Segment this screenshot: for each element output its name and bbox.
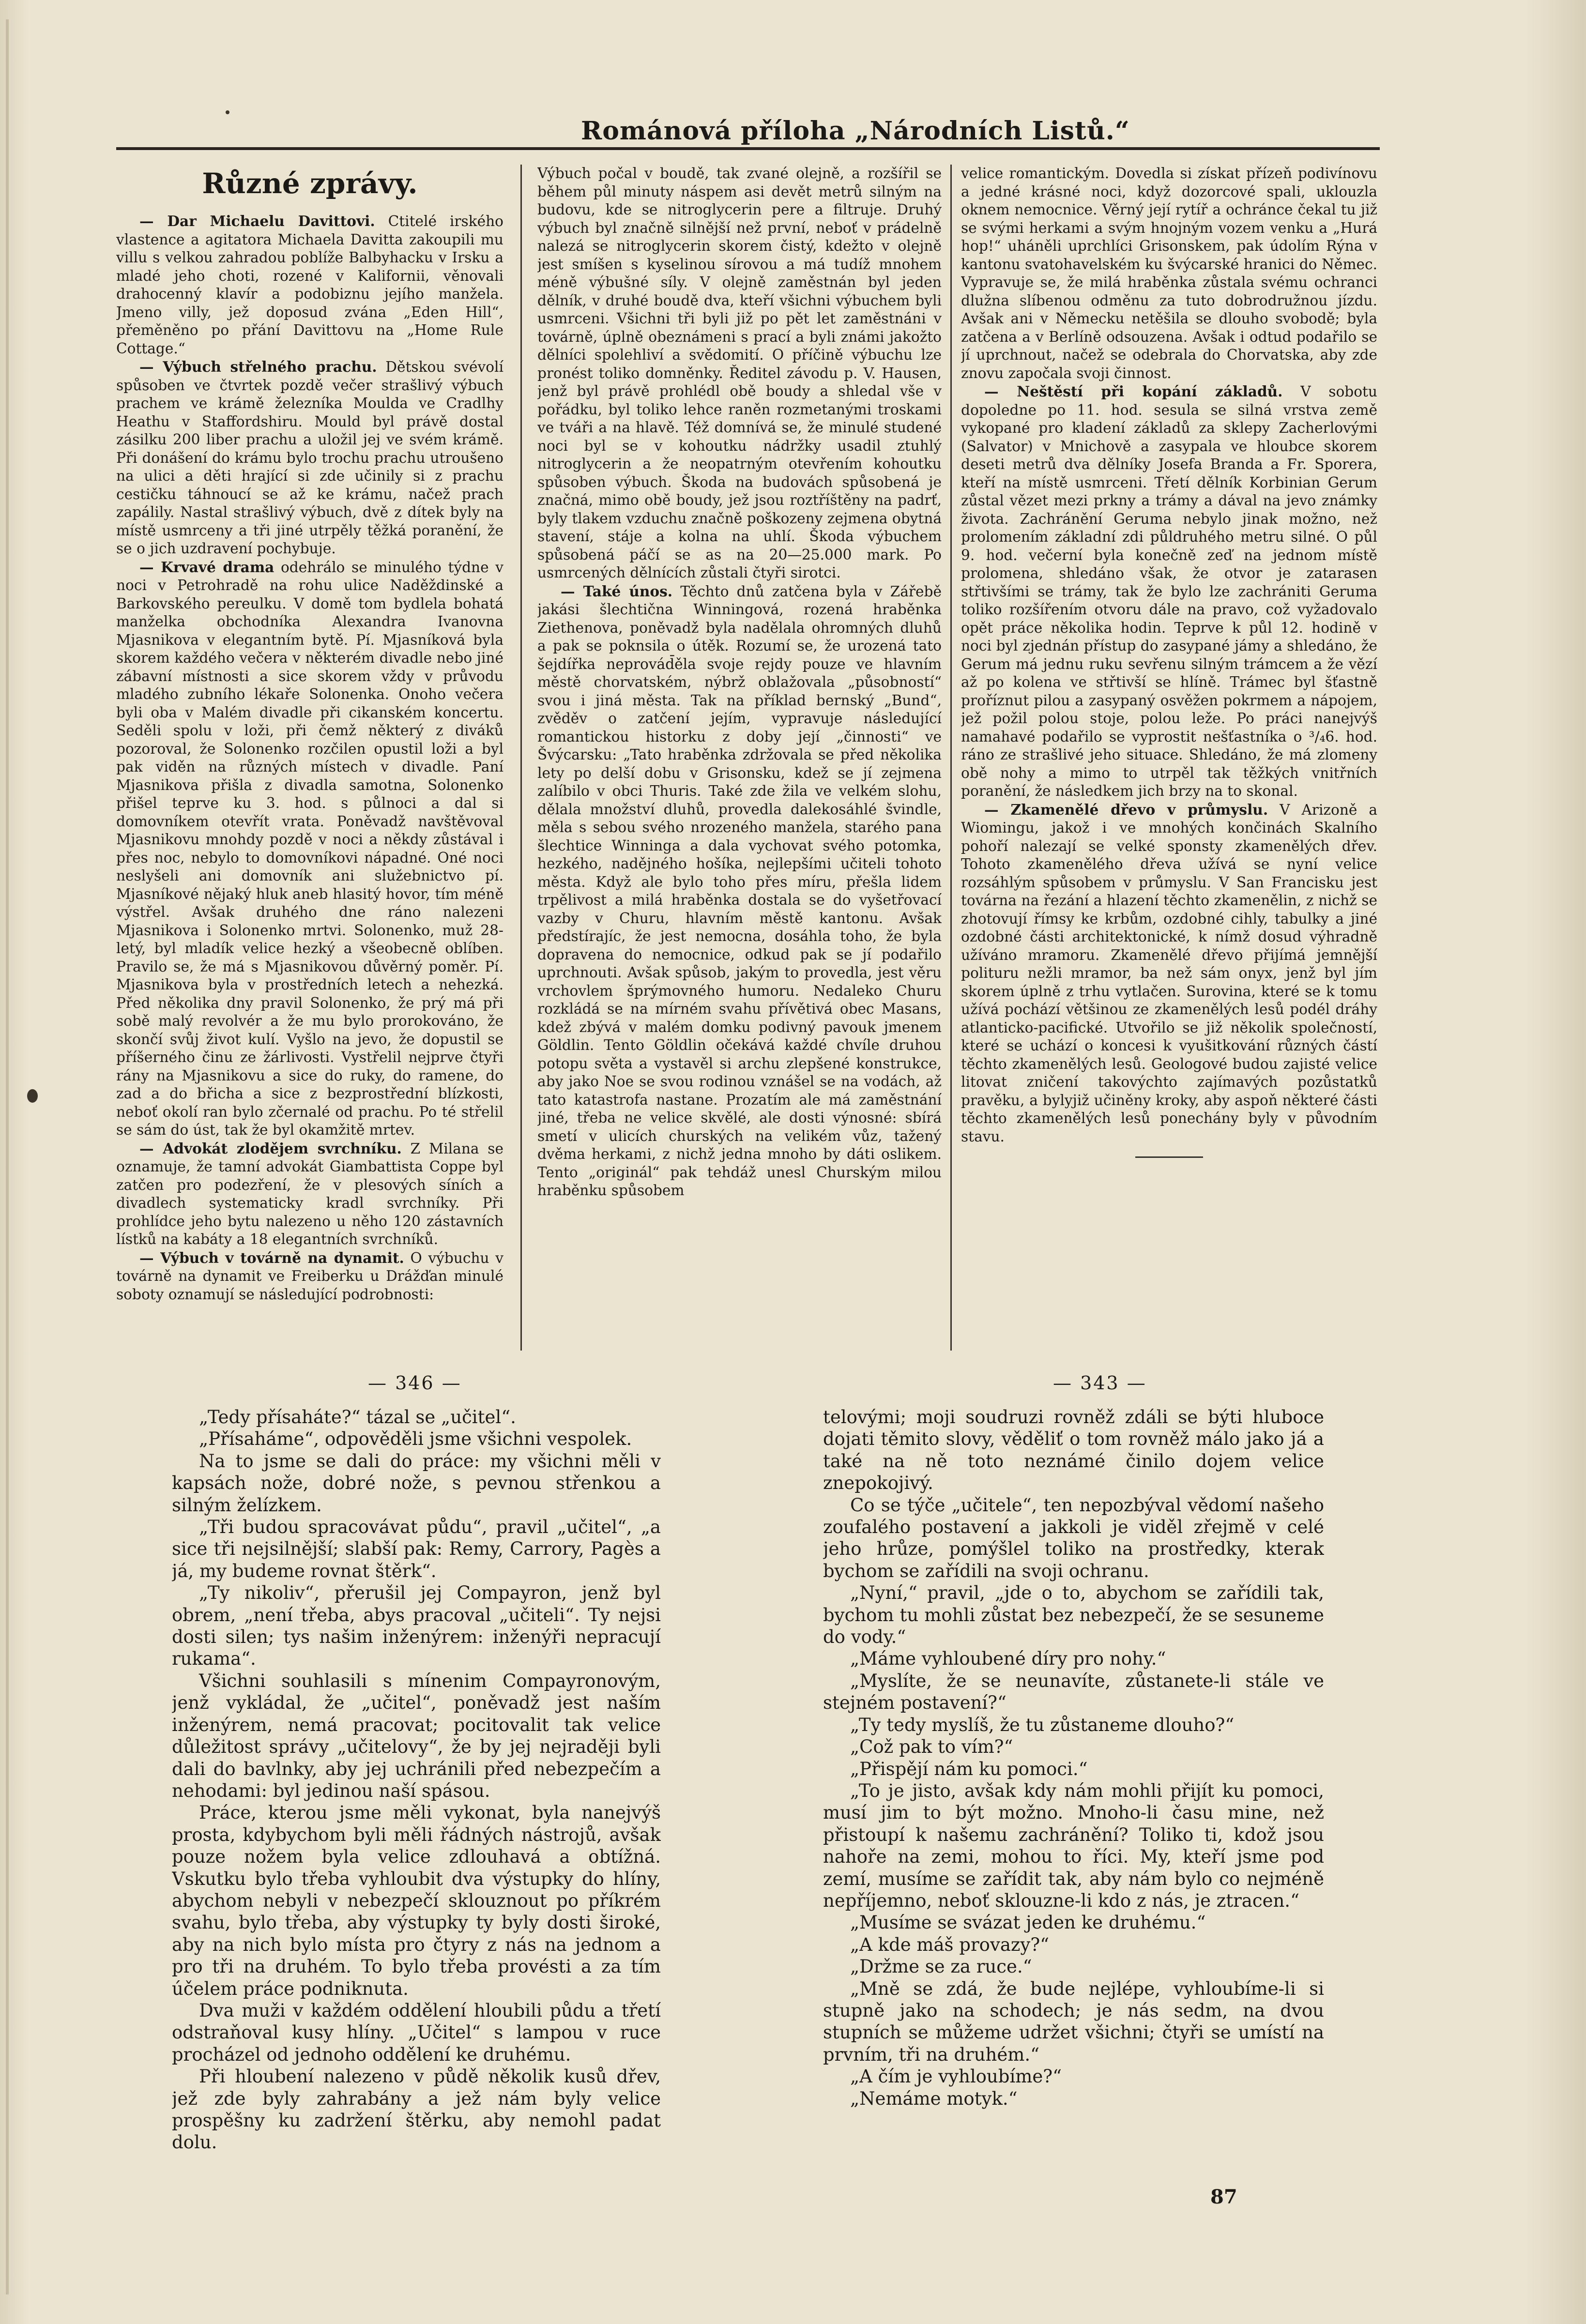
- news-item-text: velice romantickým. Dovedla si získat přízeň podivínovu a jedné krásné noci, když dozorcové spali, uklouzla oknem nemocnice. Věrný její rytíř a ochránce čekal tu již se svými herkami a svým hnojným vozem venku a „Hurá hop!“ uháněli uprchlíci Grisonskem, pak údolím Rýna v kantonu svatohavelském ku švýcarské hranici do Němec. Vypravuje se, že milá hraběnka zůstala svému ochranci dlužna slíbenou odměnu za tuto dobrodružnou jízdu. Avšak ani v Německu netěšila se dlouho svobodě; byla zatčena a v Berlíně odsouzena. Avšak i odtud podařilo se jí uprchnout, načež se odebrala do Chorvatska, aby zde znovu započala svoji činnost.: [961, 165, 1377, 381]
- header-rule: [116, 147, 1380, 150]
- story-paragraph: „Přísaháme“, odpověděli jsme všichni vespolek.: [199, 1428, 632, 1450]
- column-1: [116, 165, 503, 1351]
- story-paragraph: „Máme vyhloubené díry pro nohy.“: [850, 1648, 1166, 1670]
- news-item: [961, 801, 1377, 1146]
- story-right-column: [823, 1406, 1324, 2200]
- ink-spot: [226, 110, 229, 114]
- story-paragraph: „Nemáme motyk.“: [850, 2088, 1018, 2109]
- news-item-heading: — Advokát zlodějem svrchníku.: [139, 1139, 402, 1157]
- binding-edge: [6, 19, 9, 2294]
- news-item-heading: — Neštěstí při kopání základů.: [984, 383, 1283, 400]
- news-item: [961, 165, 1377, 382]
- news-item-heading: — Výbuch v továrně na dynamit.: [139, 1249, 404, 1266]
- story-paragraph: „Přispějí nám ku pomoci.“: [850, 1758, 1088, 1779]
- column-3: [961, 165, 1377, 1351]
- story-paragraph: Dva muži v každém oddělení hloubili půdu a třetí odstraňoval kusy hlíny. „Učitel“ s lampou v ruce procházel od jednoho oddělení ke druhému.: [172, 2000, 661, 2065]
- news-item-heading: — Krvavé drama: [139, 558, 274, 576]
- story-paragraph: „Ty nikoliv“, přerušil jej Compayron, jenž byl obrem, „není třeba, abys pracoval „učiteli“. Ty nejsi dosti silen; tys našim inženýrem: inženýři nepracují rukama“.: [172, 1582, 661, 1670]
- news-item: [537, 165, 942, 582]
- story-paragraph: Na to jsme se dali do práce: my všichni měli v kapsách nože, dobré nože, s pevnou střenkou a silným želízkem.: [172, 1450, 661, 1516]
- news-item-text: odehrálo se minulého týdne v noci v Petrohradě na rohu ulice Naděždinské a Barkovského pereulku. V domě tom bydlela bohatá manželka obchodníka Alexandra Ivanovna Mjasnikova v elegantním bytě. Pí. Mjasníková byla skorem každého večera v některém divadle nebo jiné zábavní místnosti a sice skorem vždy v průvodu mladého zubního lékaře Solonenka. Onoho večera byli oba v Malém divadle při cikanském koncertu. Seděli spolu v loži, při čemž některý z diváků pozoroval, že Solonenko rozčilen opustil loži a byl pak viděn na různých místech v divadle. Paní Mjasnikova přišla z divadla samotna, Solonenko přišel teprve ku 3. hod. s půlnoci a dal si domovníkem otevřít vrata. Poněvadž navštěvoval Mjasnikovu mnohdy pozdě v noci a někdy zůstával i přes noc, nebylo to domovníkovi nápadné. Oné noci neslyšeli ani domovník ani služebnictvo pí. Mjasníkové nějaký hluk aneb hlasitý hovor, tím méně výstřel. Avšak druhého dne ráno nalezeni Mjasnikova i Solonenko mrtvi. Solonenko, muž 28-letý, byl mladík velice hezký a všeobecně oblíben. Pravilo se, že má s Mjasnikovou důvěrný poměr. Pí. Mjasnikova byla v prostředních letech a nehezká. Před několika dny pravil Solonenko, že prý má při sobě malý revolvér a že mu bylo prorokováno, že skončí svůj život kulí. Vyšlo na jevo, že dopustil se příšerného činu ze žárlivosti. Vystřelil nejprve čtyři rány na Mjasnikovu a sice do ruky, do ramene, do zad a do břicha a sice z bezprostřední blízkosti, neboť okolí ran bylo zčernalé od prachu. Po té střelil se sám do úst, tak že byl okamžitě mrtev.: [116, 559, 503, 1138]
- story-paragraph: Práce, kterou jsme měli vykonat, byla nanejvýš prosta, kdybychom byli měli řádných nástrojů, avšak pouze nožem byla velice zdlouhavá a obtížná. Vskutku bylo třeba vyhloubit dva výstupky do hlíny, abychom nebyli v nebezpečí sklouznout po příkrém svahu, bylo třeba, aby výstupky ty byly dosti široké, aby na nich bylo místa pro čtyry z nás na jednom a pro tři na druhém. To bylo třeba provésti a za tím účelem práce podniknuta.: [172, 1802, 661, 1999]
- story-paragraph: „Což pak to vím?“: [850, 1736, 1013, 1758]
- column-1-items: [116, 212, 503, 1304]
- story-paragraph: „Tři budou spracovávat půdu“, pravil „učitel“, „a sice tři nejsilnější; slabší pak: Remy, Carrory, Pagès a já, my budeme rovnat štěrk“.: [172, 1517, 661, 1581]
- page-number-right: — 343 —: [1053, 1372, 1147, 1394]
- story-paragraph: Co se týče „učitele“, ten nepozbýval vědomí našeho zoufalého postavení a jakkoli je viděl zřejmě v celé jeho hrůze, pomýšlel toliko na prostředky, kterak bychom se zařídili na svoji ochranu.: [823, 1494, 1324, 1581]
- news-item: [116, 1139, 503, 1249]
- story-paragraph: „To je jisto, avšak kdy nám mohli přijít ku pomoci, musí jim to být možno. Mnoho-li času mine, než přistoupí k našemu zachránění? Toliko ti, kdož jsou nahoře na zemi, mohou to říci. My, kteří jsme pod zemí, musíme se zařídit tak, aby nám bylo co nejméně nepříjemno, neboť sklouzne-li kdo z nás, je ztracen.“: [823, 1780, 1324, 1911]
- story-paragraph: „Musíme se svázat jeden ke druhému.“: [850, 1912, 1206, 1933]
- story-left-column: [172, 1406, 661, 2200]
- news-item-heading: — Také únos.: [561, 582, 673, 600]
- news-item-text: O výbuchu v továrně na dynamit ve Freiberku u Drážďan minulé soboty oznamují se následující podrobnosti:: [116, 1249, 503, 1303]
- news-item-text: Ctitelé irského vlastence a agitatora Michaela Davitta zakoupili mu villu s velkou zahradou poblíže Balbyhacku v Irsku a mladé jeho choti, rozené v Kalifornii, věnovali drahocenný klavír a podobiznu jejího manžela. Jmeno villy, jež doposud zvána „Eden Hill“, přeměněno po přání Davittovu na „Home Rule Cottage.“: [116, 213, 503, 357]
- news-item-text: Výbuch počal v boudě, tak zvané olejně, a rozšířil se během půl minuty náspem asi devět metrů silným na budovu, kde se nitroglycerin pere a filtruje. Druhý výbuch byl značně silnější než první, neboť v prádelně nalezá se nitroglycerin skorem čistý, kdežto v olejně jest smíšen s kyselinou sírovou a má tudíž mnohem méně výbušné síly. V olejně zaměstnán byl jeden dělník, v druhé boudě dva, kteří všichni výbuchem byli usmrceni. Všichni tři byli již po pět let zaměstnáni v továrně, úplně obeznámeni s prací a byli známi jakožto dělníci spolehliví a svědomití. O příčině výbuchu lze pronést toliko domněnky. Ředitel závodu p. V. Hausen, jenž byl právě prohlédl obě boudy a shledal vše v pořádku, byl toliko lehce raněn rozmetanými troskami ve tváři a na hlavě. Též domnívá se, že minulé studené noci byl se v kohoutku nádržky usadil ztuhlý nitroglycerin a že neopatrným otevřením kohoutku spůsoben výbuch. Škoda na budovách spůsobená je značná, mimo obě boudy, jež jsou roztříštěny na padrť, byly tlakem vzduchu značně poškozeny zejmena obytná stavení, stáje a kolna na uhlí. Škoda výbuchem spůsobená páčí se as na 20—25.000 mark. Po usmrcených dělnících zůstali čtyři sirotci.: [537, 165, 942, 581]
- end-rule: [1135, 1156, 1203, 1158]
- news-item-text: V Arizoně a Wiomingu, jakož i ve mnohých končinách Skalního pohoří nalezají se velké sponsty zkamenělých dřev. Tohoto zkamenělého dřeva užívá se nyní velice rozsáhlým spůsobem v průmyslu. V San Francisku jest továrna na řezání a hlazení těchto zkamenělin, z nichž se zhotovují římsy ke krbům, ozdobné cihly, tabulky a jiné ozdobné části architektonické, k nímž dosud výhradně užíváno mramoru. Zkamenělé dřevo přijímá jemnější polituru nežli mramor, ba než sám onyx, jenž byl jím skorem úplně z trhu vytlačen. Surovina, které se k tomu užívá pochází většinou ze zkamenělých lesů podél dráhy atlanticko-pacifické. Utvořilo se již několik společností, které se uchází o koncesi k vyušitkování různých částí těchto zkamenělých lesů. Geologové budou zajisté velice litovat zničení takovýchto zajímavých pozůstatků pravěku, a bylyjiž učiněny kroky, aby aspoň některé části těchto zkamenělých lesů ponechány byly v původním stavu.: [961, 801, 1377, 1145]
- news-item-text: Těchto dnů zatčena byla v Zářebě jakási šlechtična Winningová, rozená hraběnka Ziethenova, poněvadž byla nadělala ohromných dluhů a pak se poknsila o útěk. Rozumí se, že urozená tato šejdířka neprovád̄ěla svoje rejdy pouze ve hlavním městě chorvatském, nýbrž oblažovala „působností“ svou i jiná města. Tak na příklad bernský „Bund“, zvěděv o zatčení jejím, vypravuje následující romantickou historku z doby její „činnosti“ ve Švýcarsku: „Tato hraběnka zdržovala se před několika lety po delší dobu v Grisonsku, kdež se jí zejmena zalíbilo v obci Thuris. Také zde žila ve velkém slohu, dělala množství dluhů, provedla dalekosáhlé švindle, měla s sebou svého nrozeného manžela, starého pana šlechtice Winninga a dala vychovat svého potomka, hezkého, nadějného hošíka, nejlepšími učiteli tohoto města. Když ale bylo toho přes míru, přešla lidem trpělivost a milá hraběnka dostala se do vyšetřovací vazby v Churu, hlavním městě kantonu. Avšak předstírajíc, že jest nemocna, dosáhla toho, že byla dopravena do nemocnice, odkud pak se jí podařilo uprchnouti. Avšak spůsob, jakým to provedla, jest věru vrchovlem šprýmovného humoru. Nedaleko Churu rozkládá se na mírném svahu přívětivá obec Masans, kdež zbývá v malém domku podivný pavouk jmenem Göldlin. Tento Göldlin očekává každé chvíle druhou potopu světa a vystavěl si archu zlepšené konstrukce, aby jako Noe se svou rodinou vznášel se na vodách, až tato katastrofa nastane. Prozatím ale má zaměstnání jiné, třeba ne velice skvělé, ale dosti výnosné: sbírá smetí v ulicích churských na velikém vůz, tažený dvěma herkami, z nichž jedna mnoho by dáti osli̇kem. Tento „originál“ pak tehdáž unesl Churským milou hraběnku spůsobem: [537, 583, 942, 1199]
- news-item: [116, 358, 503, 558]
- story-paragraph: telovými; moji soudruzi rovněž zdáli se býti hluboce dojati těmito slovy, věděliť o tom rovněž málo jako já a také na ně toto neznámé čini̇lo dojem velice znepokojivý.: [823, 1407, 1324, 1494]
- news-item: [537, 582, 942, 1200]
- story-paragraph: Všichni souhlasili s mínenim Compayronovým, jenž vykládal, že „učitel“, poněvadž jest naším inženýrem, nemá pracovat; pocitovalit tak velice důležitost správy „učitelovy“, že by jej nejraději byli dali do bavlnky, aby jej uchránili před nebezpečím a nehodami: byl jedinou naší spásou.: [172, 1670, 661, 1801]
- news-item: [116, 1249, 503, 1304]
- page-number-left: — 346 —: [368, 1372, 462, 1394]
- news-item-heading: — Zkamenělé dřevo v průmyslu.: [984, 801, 1268, 818]
- story-paragraph: „Myslíte, že se neunavíte, zůstanete-li stále ve stejném postavení?“: [823, 1670, 1324, 1714]
- column-2-items: [537, 165, 942, 1200]
- story-paragraph: „Držme se za ruce.“: [850, 1956, 1032, 1977]
- column-rule-1: [520, 165, 522, 1351]
- story-paragraph: Při hloubení nalezeno v půdě několik kusů dřev, jež zde byly zahrabány a jež nám byly velice prospěšny ku zadržení štěrku, aby nemohl padat dolu.: [172, 2066, 661, 2153]
- story-paragraph: „Tedy přísaháte?“ tázal se „učitel“.: [199, 1407, 516, 1428]
- story-paragraph: „Nyní,“ pravil, „jde o to, abychom se zařídili tak, bychom tu mohli zůstat bez nebezpečí, že se sesuneme do vody.“: [823, 1582, 1324, 1648]
- news-item-text: Dětskou svévolí spůsoben ve čtvrtek pozdě večer strašlivý výbuch prachem ve krámě železníka Moulda ve Cradlhy Heathu v Staffordshiru. Mould byl právě dostal zásilku 200 liber prachu a uložil jej ve svém krámě. Při donášení do krámu bylo trochu prachu utroušeno na ulici a děti hrající si zde učinily si z prachu cestičku táhnoucí se až ke krámu, načež prach zapálily. Nastal strašlivý výbuch, dvě z dítek byly na místě usmrceny a tři jiné utrpěly těžká poranění, že se o jich uzdravení pochybuje.: [116, 359, 503, 557]
- column-3-items: [961, 165, 1377, 1146]
- running-head: Románová příloha „Národních Listů.“: [581, 116, 1130, 146]
- news-item-heading: — Výbuch střelného prachu.: [139, 358, 377, 375]
- section-title: Různé zprávy.: [202, 167, 418, 200]
- ink-spot: [27, 1089, 38, 1103]
- story-paragraph: „Mně se zdá, že bude nejlépe, vyhloubíme-li si stupně jako na schodech; je nás sedm, na dvou stupních se můžeme udržet všichni; čtyři se umístí na prvním, tři na druhém.“: [823, 1978, 1324, 2065]
- news-item-text: V sobotu dopoledne po 11. hod. sesula se silná vrstva země vykopané pro kladení základů za sklepy Zacherlovými (Salvator) v Mnichově a zasypala ve hloubce skorem deseti metrů dva dělníky Josefa Branda a Fr. Sporera, kteří na místě usmrceni. Třetí dělník Korbinian Gerum zůstal vězet mezi prkny a trámy a dával na jevo známky života. Zachránění Geruma nebylo jinak možno, než prolomením základní zdi půldruhého metru silné. O půl 9. hod. večerní byla konečně zeď na jednom místě prolomena, shledáno však, že otvor je zatarasen střtivšími se trámy, tak že bylo lze zachrániti Geruma toliko rozšířením otvoru dále na pravo, což vyžadovalo opět práce několika hodin. Teprve k půl 12. hodině v noci byl zjednán přístup do zasypané jámy a shledáno, že Gerum má jednu ruku sevřenu silným trámcem a že vězí až po kolena ve střtivší se hlíně. Trámec byl šťastně proříznut pilou a zasypaný osvěžen pokrmem a nápojem, jež požil polou stoje, polou leže. Po práci nanejvýš namahavé podařilo se vyprostit nešťastníka o ³/₄6. hod. ráno ze strašlivé jeho situace. Shledáno, že má zlomeny obě nohy a mimo to utrpěl tak těžkých vnitřních poranění, že následkem jich brzy na to skonal.: [961, 383, 1377, 799]
- story-paragraph: „A čím je vyhloubíme?“: [850, 2066, 1062, 2087]
- news-item: [116, 558, 503, 1139]
- sheet-signature: 87: [1210, 2186, 1237, 2208]
- story-right-paragraphs: [823, 1406, 1324, 2110]
- column-2: [537, 165, 942, 1351]
- news-item-text: Z Milana se oznamuje, že tamní advokát Giambattista Coppe byl zatčen pro podezření, že v plesových síních a divadlech systematicky kradl svrchníky. Při prohlídce jeho bytu nalezeno u něho 120 zástavních lístků na kabáty a 18 elegantních svrchníků.: [116, 1140, 503, 1247]
- column-rule-2: [950, 165, 952, 1351]
- news-item-heading: — Dar Michaelu Davittovi.: [139, 213, 375, 229]
- news-item: [961, 382, 1377, 801]
- story-paragraph: „Ty tedy myslíš, že tu zůstaneme dlouho?“: [850, 1714, 1235, 1735]
- story-left-paragraphs: [172, 1406, 661, 2154]
- story-paragraph: „A kde máš provazy?“: [850, 1934, 1050, 1955]
- news-item: [116, 212, 503, 358]
